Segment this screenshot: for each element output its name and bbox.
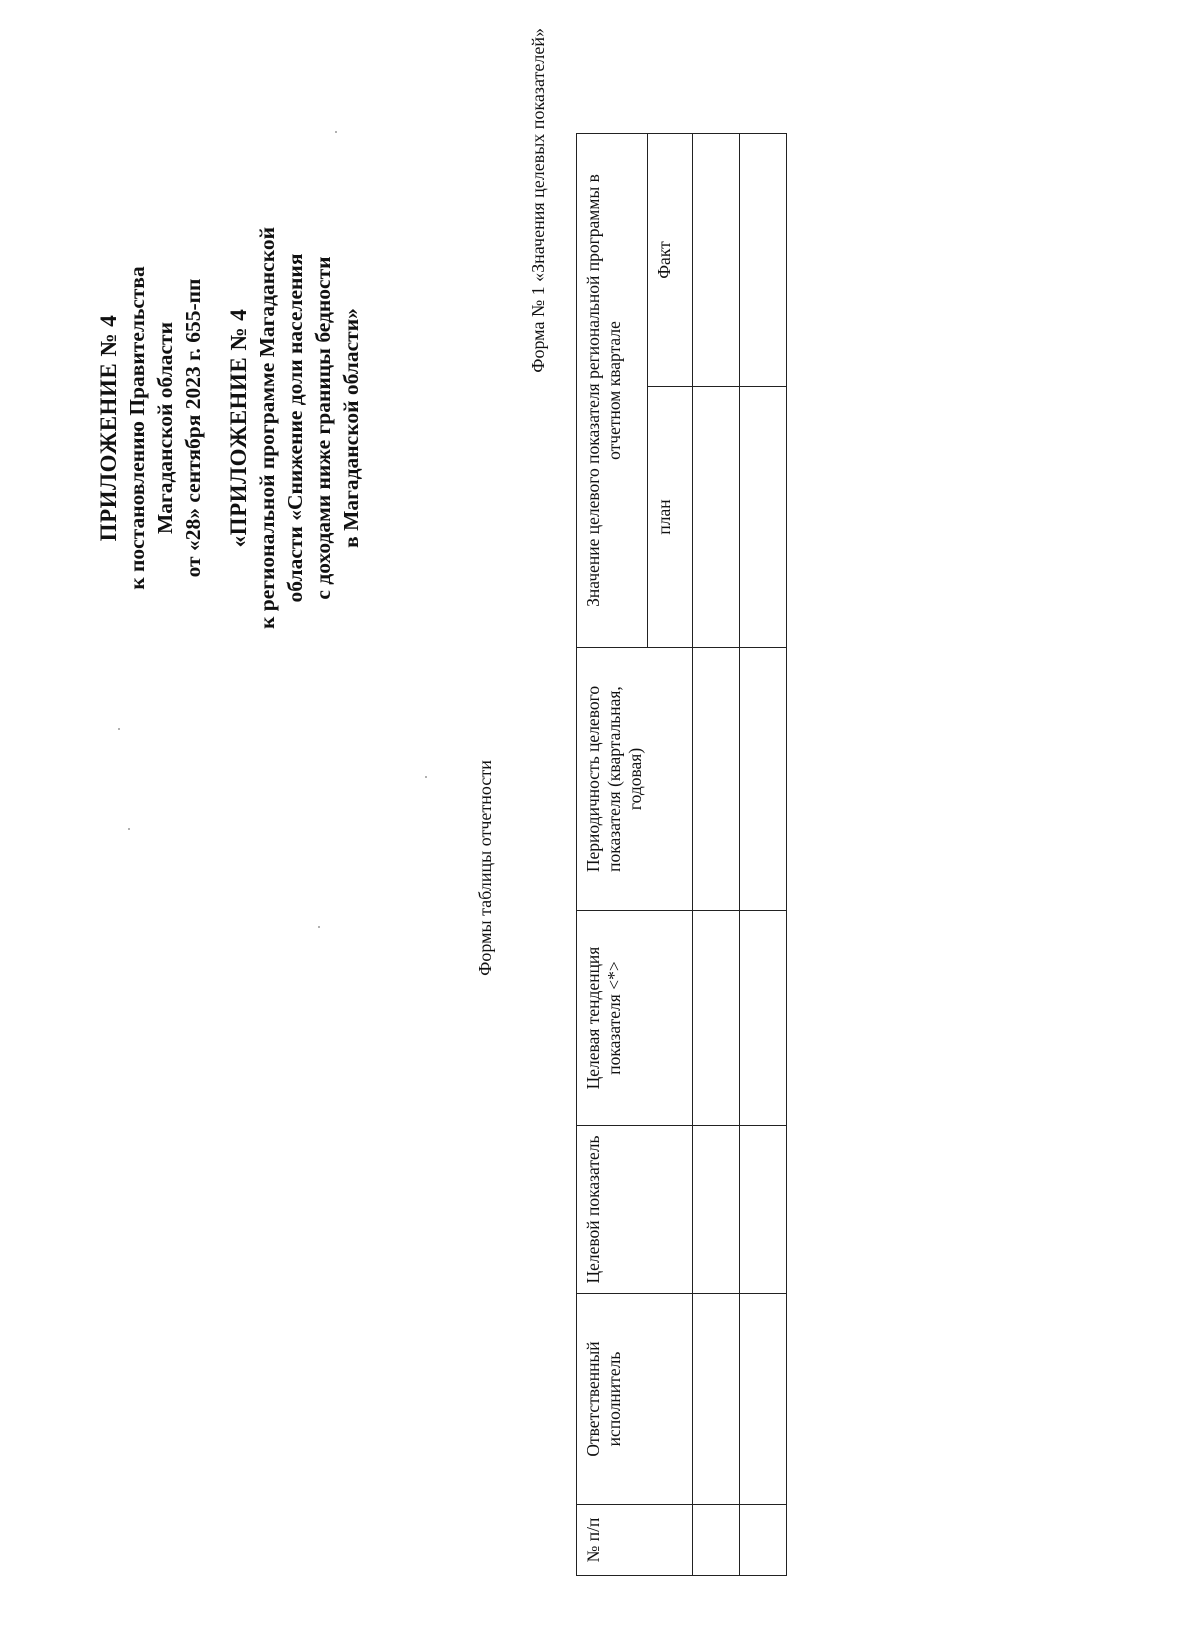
table-row — [693, 134, 740, 1576]
program-line-3: с доходами ниже границы бедности — [311, 256, 335, 600]
forms-caption: Формы таблицы отчетности — [475, 760, 495, 976]
table-cell — [693, 387, 740, 648]
table-header-row — [577, 134, 648, 1576]
scan-speck — [128, 828, 130, 830]
appendix-line-3: от «28» сентября 2023 г. 655-пп — [181, 278, 205, 578]
table-cell — [693, 911, 740, 1126]
header-trend: Целевая тенденция показателя <*> — [577, 911, 693, 1126]
program-line-1: к региональной программе Магаданской — [255, 227, 279, 629]
header-indicator: Целевой показатель — [577, 1126, 693, 1294]
table-cell — [740, 1505, 787, 1576]
table-cell — [693, 648, 740, 911]
appendix-line-1: к постановлению Правительства — [125, 266, 149, 590]
scan-speck — [335, 131, 337, 133]
header-responsible: Ответственный исполнитель — [577, 1294, 693, 1505]
table-cell — [740, 387, 787, 648]
table-cell — [693, 1505, 740, 1576]
appendix-title: ПРИЛОЖЕНИЕ № 4 — [96, 314, 121, 542]
scan-speck — [318, 926, 320, 928]
program-line-2: области «Снижение доли населения — [283, 253, 307, 603]
table-cell — [693, 134, 740, 387]
table-cell — [740, 911, 787, 1126]
indicators-table — [576, 133, 787, 1576]
header-value: Значение целевого показателя региональной программы в отчетном квартале — [577, 134, 648, 648]
appendix-heading — [95, 148, 365, 708]
header-plan: план — [648, 387, 693, 648]
header-periodicity: Периодичность целевого показателя (квартальная, годовая) — [577, 648, 693, 911]
appendix-line-2: Магаданской области — [153, 322, 177, 534]
table-cell — [740, 134, 787, 387]
header-fact: Факт — [648, 134, 693, 387]
program-line-4: в Магаданской области» — [339, 308, 363, 548]
table-cell — [740, 648, 787, 911]
table-cell — [740, 1294, 787, 1505]
table-cell — [740, 1126, 787, 1294]
scan-speck — [118, 728, 120, 730]
scan-speck — [425, 776, 427, 778]
program-appendix-title: «ПРИЛОЖЕНИЕ № 4 — [226, 308, 251, 548]
table-cell — [693, 1294, 740, 1505]
table-cell — [693, 1126, 740, 1294]
table-row — [740, 134, 787, 1576]
form-caption: Форма № 1 «Значения целевых показателей» — [528, 28, 548, 373]
header-num: № п/п — [577, 1505, 693, 1576]
